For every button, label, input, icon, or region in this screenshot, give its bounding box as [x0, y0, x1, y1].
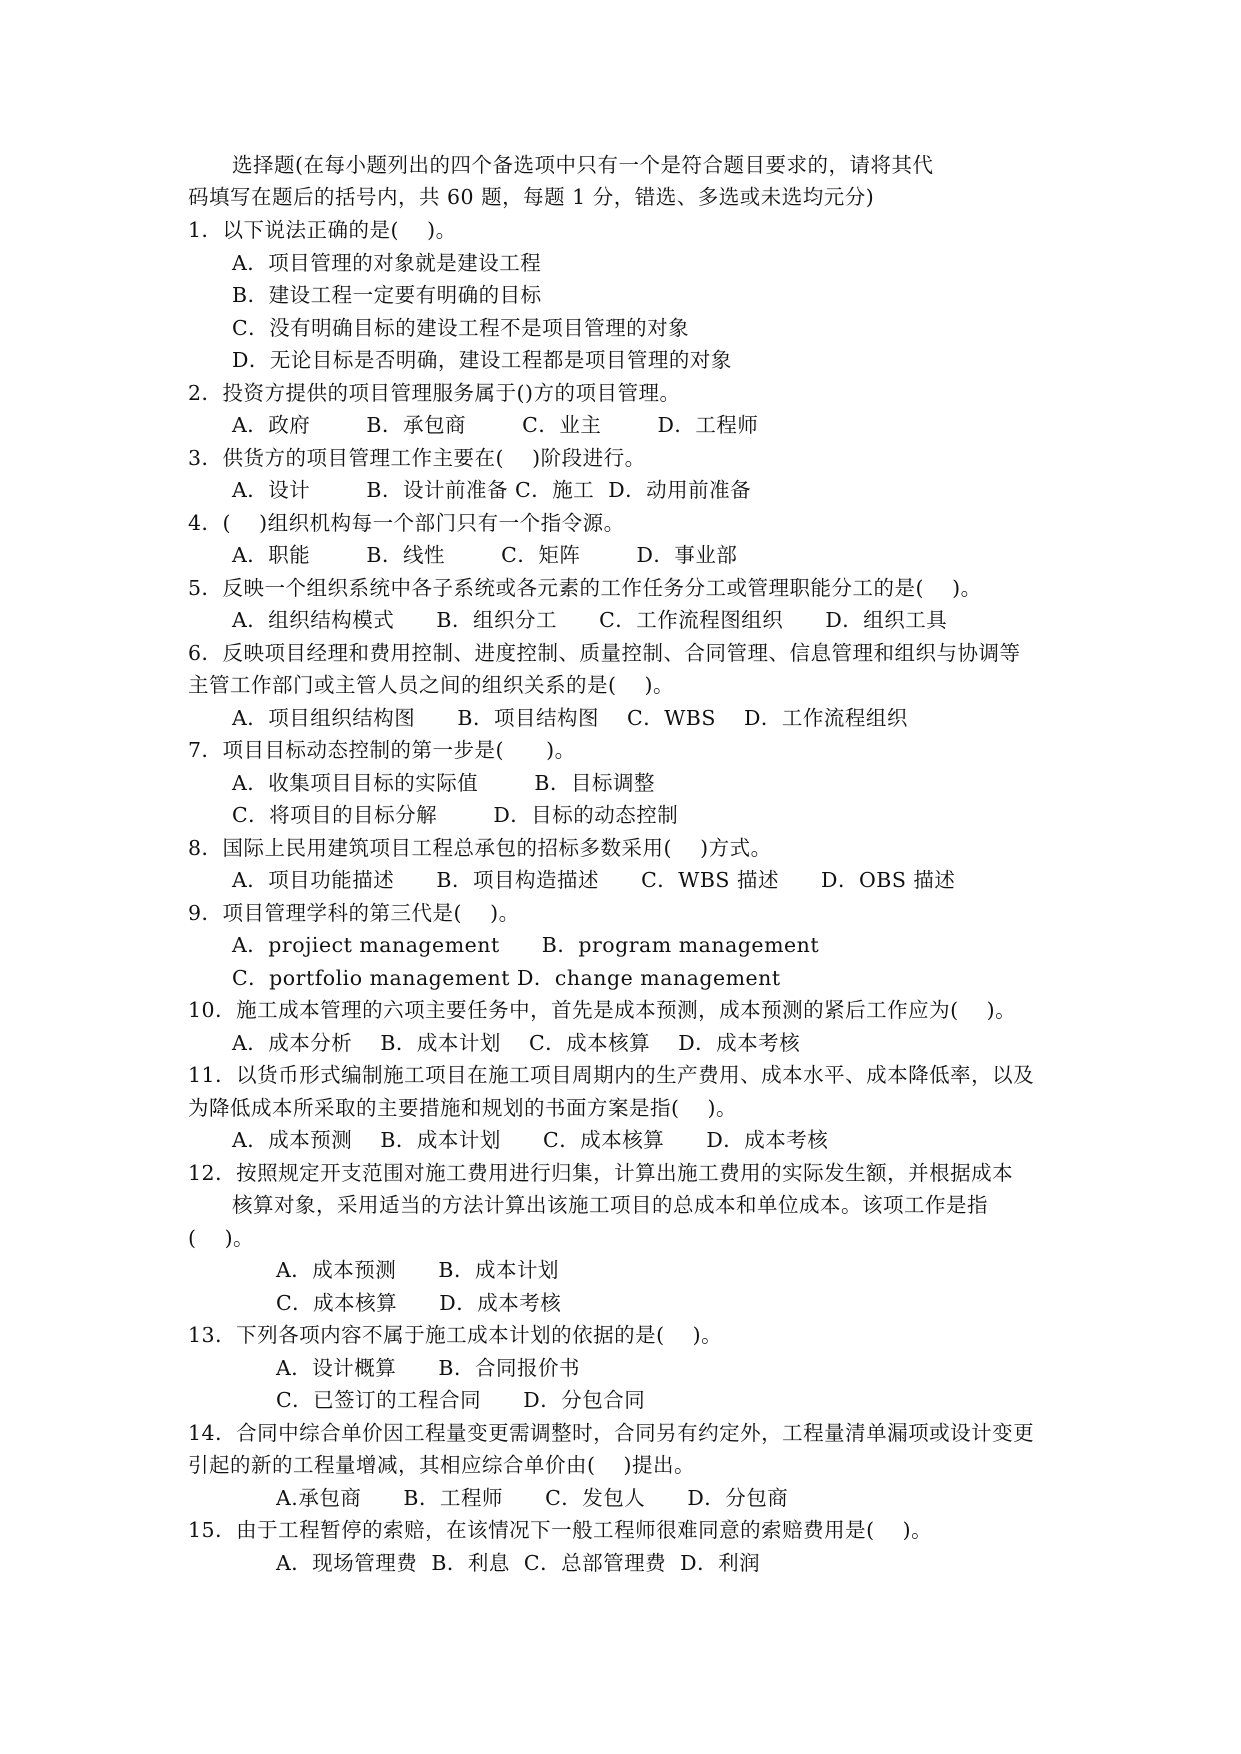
question-9: 9．项目管理学科的第三代是( )。 — [188, 901, 520, 925]
question-12-line-1: 12．按照规定开支范围对施工费用进行归集，计算出施工费用的实际发生额，并根据成本 — [188, 1161, 1014, 1185]
q1-option-a: A．项目管理的对象就是建设工程 — [232, 251, 542, 275]
q10-options: A．成本分析 B．成本计划 C．成本核算 D．成本考核 — [232, 1031, 801, 1055]
question-15: 15．由于工程暂停的索赔，在该情况下一般工程师很难同意的索赔费用是( )。 — [188, 1518, 933, 1542]
question-4: 4．( )组织机构每一个部门只有一个指令源。 — [188, 511, 625, 535]
q9-options-cd: C．portfolio management D．change management — [232, 966, 781, 990]
question-1: 1．以下说法正确的是( )。 — [188, 218, 457, 242]
intro-line-1: 选择题(在每小题列出的四个备选项中只有一个是符合题目要求的，请将其代 — [232, 153, 934, 177]
q5-options: A．组织结构模式 B．组织分工 C．工作流程图组织 D．组织工具 — [232, 608, 948, 632]
q8-options: A．项目功能描述 B．项目构造描述 C．WBS 描述 D．OBS 描述 — [232, 868, 956, 892]
q2-options: A．政府 B．承包商 C．业主 D．工程师 — [232, 413, 759, 437]
question-11-line-2: 为降低成本所采取的主要措施和规划的书面方案是指( )。 — [188, 1096, 738, 1120]
q11-options: A．成本预测 B．成本计划 C．成本核算 D．成本考核 — [232, 1128, 829, 1152]
question-12-line-2: 核算对象，采用适当的方法计算出该施工项目的总成本和单位成本。该项工作是指 — [232, 1193, 988, 1217]
question-7: 7．项目目标动态控制的第一步是( )。 — [188, 738, 576, 762]
q1-option-c: C．没有明确目标的建设工程不是项目管理的对象 — [232, 316, 690, 340]
q12-options-cd: C．成本核算 D．成本考核 — [276, 1291, 562, 1315]
q3-options: A．设计 B．设计前准备 C．施工 D．动用前准备 — [232, 478, 752, 502]
q13-options-cd: C．已签订的工程合同 D．分包合同 — [276, 1388, 646, 1412]
q14-options: A.承包商 B．工程师 C．发包人 D．分包商 — [276, 1486, 789, 1510]
q1-option-b: B．建设工程一定要有明确的目标 — [232, 283, 542, 307]
question-2: 2．投资方提供的项目管理服务属于()方的项目管理。 — [188, 381, 681, 405]
question-6-line-2: 主管工作部门或主管人员之间的组织关系的是( )。 — [188, 673, 675, 697]
question-6-line-1: 6．反映项目经理和费用控制、进度控制、质量控制、合同管理、信息管理和组织与协调等 — [188, 641, 1021, 665]
q9-options-ab: A．projiect management B．program management — [232, 933, 820, 957]
q6-options: A．项目组织结构图 B．项目结构图 C．WBS D．工作流程组织 — [232, 706, 908, 730]
q13-options-ab: A．设计概算 B．合同报价书 — [276, 1356, 580, 1380]
q7-options-cd: C．将项目的目标分解 D．目标的动态控制 — [232, 803, 679, 827]
question-3: 3．供货方的项目管理工作主要在( )阶段进行。 — [188, 446, 646, 470]
q15-options: A．现场管理费 B．利息 C．总部管理费 D．利润 — [276, 1551, 761, 1575]
question-10: 10．施工成本管理的六项主要任务中，首先是成本预测，成本预测的紧后工作应为( )。 — [188, 998, 1017, 1022]
question-12-line-3: ( )。 — [188, 1226, 255, 1250]
q7-options-ab: A．收集项目目标的实际值 B．目标调整 — [232, 771, 655, 795]
question-8: 8．国际上民用建筑项目工程总承包的招标多数采用( )方式。 — [188, 836, 772, 860]
q4-options: A．职能 B．线性 C．矩阵 D．事业部 — [232, 543, 738, 567]
question-14-line-1: 14．合同中综合单价因工程量变更需调整时，合同另有约定外，工程量清单漏项或设计变更 — [188, 1421, 1035, 1445]
q1-option-d: D．无论目标是否明确，建设工程都是项目管理的对象 — [232, 348, 732, 372]
q12-options-ab: A．成本预测 B．成本计划 — [276, 1258, 559, 1282]
question-14-line-2: 引起的新的工程量增减，其相应综合单价由( )提出。 — [188, 1453, 696, 1477]
question-13: 13．下列各项内容不属于施工成本计划的依据的是( )。 — [188, 1323, 723, 1347]
question-11-line-1: 11．以货币形式编制施工项目在施工项目周期内的生产费用、成本水平、成本降低率，以及 — [188, 1063, 1035, 1087]
question-5: 5．反映一个组织系统中各子系统或各元素的工作任务分工或管理职能分工的是( )。 — [188, 576, 982, 600]
intro-line-2: 码填写在题后的括号内，共 60 题，每题 1 分，错选、多选或未选均元分) — [188, 185, 875, 209]
